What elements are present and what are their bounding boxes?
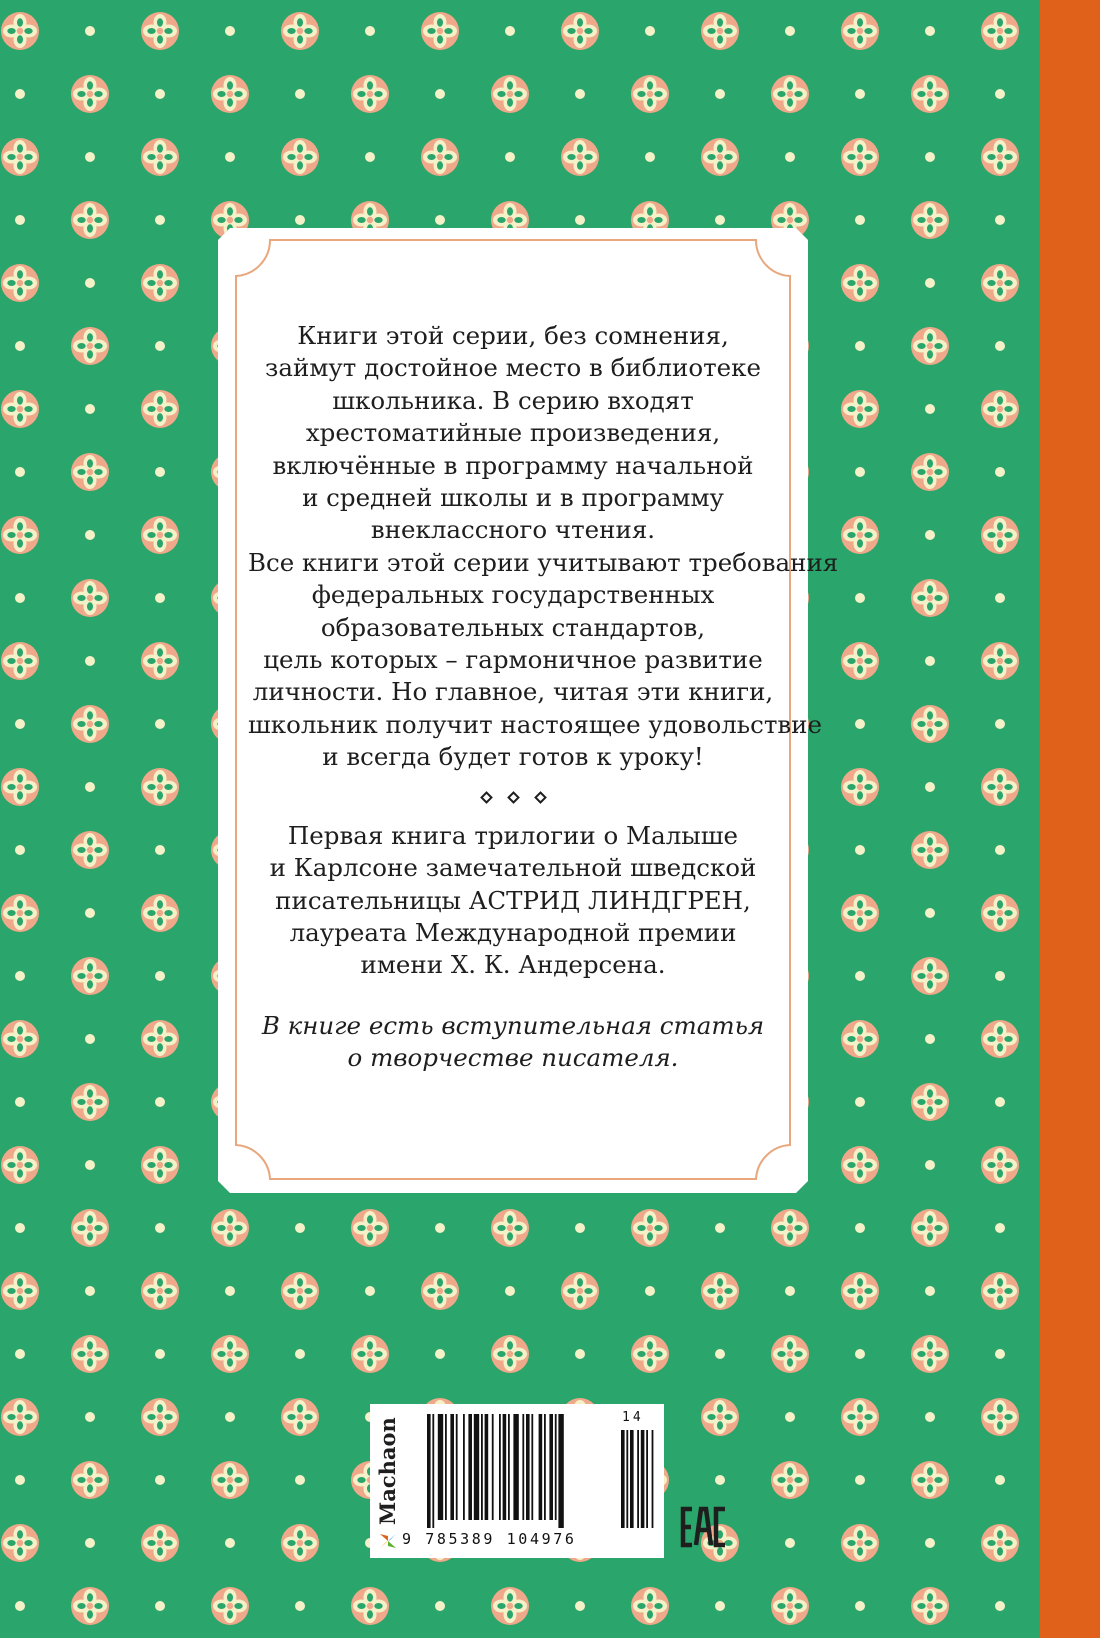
diamond-icon	[507, 791, 520, 804]
barcode-addon-bar	[646, 1430, 648, 1528]
text-line: личности. Но главное, читая эти книги,	[252, 677, 774, 707]
barcode-bar	[445, 1414, 447, 1520]
text-line: хрестоматийные произведения,	[305, 418, 721, 448]
barcode-bar	[463, 1414, 465, 1520]
barcode-addon-bar	[641, 1430, 645, 1528]
publisher-name: Machaon	[375, 1417, 400, 1525]
barcode-addon-digits: 14	[622, 1410, 644, 1425]
publisher-logo-icon	[378, 1532, 398, 1550]
barcode-bar	[427, 1414, 431, 1528]
book-description	[248, 820, 778, 982]
text-line: внеклассного чтения.	[370, 515, 656, 545]
barcode-addon-bar	[621, 1430, 625, 1528]
text-line: имени Х. К. Андерсена.	[360, 950, 666, 980]
text-line: Все книги этой серии учитывают требования	[248, 547, 839, 577]
barcode-bar	[485, 1414, 489, 1520]
text-line: и всегда будет готов к уроку!	[322, 742, 704, 772]
barcode-bar	[503, 1414, 507, 1520]
barcode-bar	[526, 1414, 530, 1520]
text-line: школьник получит настоящее удовольствие	[248, 709, 823, 739]
barcode-bar	[539, 1414, 543, 1520]
text-line: и средней школы и в программу	[302, 483, 724, 513]
barcode-bar	[474, 1414, 479, 1520]
series-description	[248, 320, 839, 774]
description-text	[248, 320, 839, 1075]
barcode-bar	[544, 1414, 546, 1520]
text-line: Книги этой серии, без сомнения,	[297, 321, 729, 350]
text-line: цель которых – гармоничное развитие	[263, 645, 763, 675]
barcode-bar	[450, 1414, 454, 1520]
barcode-bar	[558, 1414, 563, 1528]
publisher-imprint	[374, 1412, 402, 1552]
barcode-addon-bar	[630, 1430, 634, 1528]
text-line: Первая книга трилогии о Малыше	[287, 820, 739, 850]
barcode-bar	[468, 1414, 472, 1520]
text-line: школьника. В серию входят	[332, 385, 694, 415]
barcode-bar	[549, 1414, 553, 1520]
text-line: В книге есть вступительная статья	[261, 1010, 765, 1040]
text-line: о творчестве писателя.	[347, 1043, 679, 1073]
text-line: лауреата Международной премии	[289, 917, 737, 947]
text-line: включённые в программу начальной	[272, 450, 754, 480]
barcode-bar	[438, 1414, 443, 1520]
barcode-addon-bar	[626, 1430, 628, 1528]
text-line: образовательных стандартов,	[320, 612, 706, 642]
barcode-bar	[555, 1414, 557, 1520]
barcode-bar	[432, 1414, 434, 1528]
book-spine-strip	[1040, 0, 1100, 1638]
text-line: и Карлсоне замечательной шведской	[269, 853, 757, 883]
isbn-number: 9 785389 104976	[402, 1530, 577, 1548]
diamond-ornament-icon	[248, 788, 778, 808]
text-line: займут достойное место в библиотеке	[265, 353, 761, 383]
diamond-icon	[480, 791, 493, 804]
text-line: писательницы АСТРИД ЛИНДГРЕН,	[275, 885, 751, 915]
barcode-bar	[481, 1414, 483, 1520]
text-line: федеральных государственных	[311, 580, 715, 610]
barcode-bar	[456, 1414, 458, 1520]
barcode-bar	[492, 1414, 494, 1520]
barcode-bar	[499, 1414, 501, 1520]
barcode-addon-bar	[637, 1430, 639, 1528]
barcode-addon-bar	[652, 1430, 654, 1528]
intro-article-note	[248, 1010, 778, 1075]
barcode-bar	[531, 1414, 533, 1520]
barcode-bar	[508, 1414, 510, 1520]
barcode-bars	[425, 1414, 657, 1528]
eac-mark-icon	[680, 1506, 728, 1548]
barcode-bar	[522, 1414, 524, 1520]
barcode-bar	[513, 1414, 518, 1520]
diamond-icon	[534, 791, 547, 804]
